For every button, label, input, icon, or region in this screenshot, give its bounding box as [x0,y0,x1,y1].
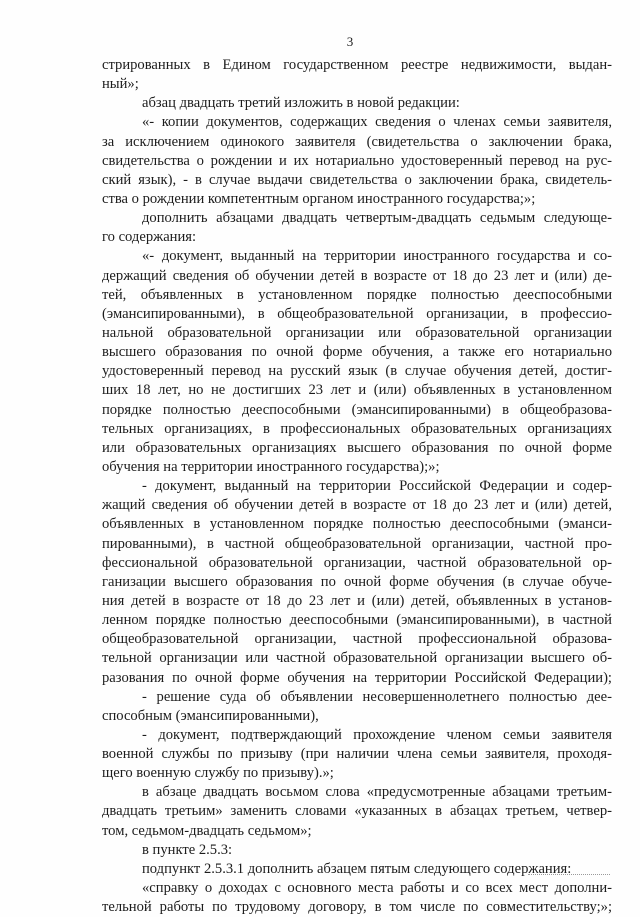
text-line: обучения на территории иностранного государства);»; [102,458,440,475]
text-line: ский язык), - в случае выдачи свидетельства о заключении брака, свидетель- [102,171,612,188]
text-line: за исключением одинокого заявителя (свидетельства о заключении брака, [102,133,612,150]
text-line: подпункт 2.5.3.1 дополнить абзацем пятым следующего содержания: [142,860,572,877]
text-line: высшего образования по очной форме обучения, а также его нотариально [102,344,612,361]
text-line: тельной организации или частной образовательной организации высшего об- [102,650,612,667]
text-line: тельных организациях, в профессиональных образовательных организациях [102,420,612,437]
text-line: фессиональной образовательной организации, частной образовательной ор- [102,554,612,571]
text-line: держащий сведения об обучении детей в возрасте от 18 до 23 лет и (или) де- [102,267,612,284]
text-line: «- копии документов, содержащих сведения о членах семьи заявителя, [142,114,612,131]
text-line: том, седьмом-двадцать седьмом»; [102,822,312,839]
text-line: общеобразовательной организации, частной профессиональной образова- [102,631,612,648]
text-line: в пункте 2.5.3: [142,841,233,858]
text-line: го содержания: [102,229,197,246]
text-line: стрированных в Едином государственном реестре недвижимости, выдан- [102,57,612,73]
text-line: свидетельства о рождении и их нотариально удостоверенный перевод на рус- [102,152,612,169]
text-line: удостоверенный перевод на русский язык (в случае обучения детей, достиг- [102,363,612,380]
text-line: щего военную службу по призыву).»; [102,765,334,782]
text-line: абзац двадцать третий изложить в новой редакции: [142,95,460,112]
text-line: ния детей в возрасте от 18 до 23 лет и (или) детей, объявленных в установ- [102,592,612,609]
text-line: «- документ, выданный на территории иностранного государства и со- [142,248,612,265]
text-line: объявленных в установленном порядке полностью дееспособными (эманси- [102,516,612,533]
text-line: двадцать третьим» заменить словами «указанных в абзацах третьем, четвер- [102,803,612,820]
text-line: пированными), в частной общеобразовательной организации, частной про- [102,535,612,552]
text-line: ленном порядке полностью дееспособными (эмансипированными), в частной [102,612,612,629]
text-line: или образовательных организациях высшего образования по очной форме [102,439,612,456]
text-line: (эмансипированными), в общеобразовательной организации, в профессио- [102,305,612,322]
text-line: тельной работы по трудовому договору, в том числе по совместительству;»; [102,899,612,916]
text-line: - документ, подтверждающий прохождение членом семьи заявителя [142,726,612,743]
scan-artifact [528,874,610,876]
page-number: 3 [346,34,354,49]
text-line: разования по очной форме обучения на территории Российской Федерации); [102,669,612,686]
text-line: порядке полностью дееспособными (эмансипированными) в общеобразова- [102,401,612,418]
text-line: ших 18 лет, но не достигших 23 лет и (или) объявленных в установленном [102,382,612,399]
text-line: дополнить абзацами двадцать четвертым-двадцать седьмым следующе- [142,210,612,227]
text-line: военной службы по призыву (при наличии члена семьи заявителя, проходя- [102,746,612,763]
document-body [102,56,612,917]
text-line: жащий сведения об обучении детей в возрасте от 18 до 23 лет и (или) детей, [102,497,612,514]
text-line: ганизации высшего образования по очной форме обучения (в случае обуче- [102,573,612,590]
text-line: «справку о доходах с основного места работы и со всех мест дополни- [142,880,612,897]
text-line: - документ, выданный на территории Российской Федерации и содер- [142,478,612,495]
text-line: ный»; [102,76,139,93]
text-line: тей, объявленных в установленном порядке полностью дееспособными [102,286,612,303]
text-line: - решение суда об объявлении несовершеннолетнего полностью дее- [142,688,612,705]
text-line: в абзаце двадцать восьмом слова «предусмотренные абзацами третьим- [142,784,612,801]
text-line: ства о рождении компетентным органом иностранного государства;»; [102,190,536,207]
text-line: нальной образовательной организации или образовательной организации [102,324,612,341]
text-line: способным (эмансипированными), [102,707,319,724]
